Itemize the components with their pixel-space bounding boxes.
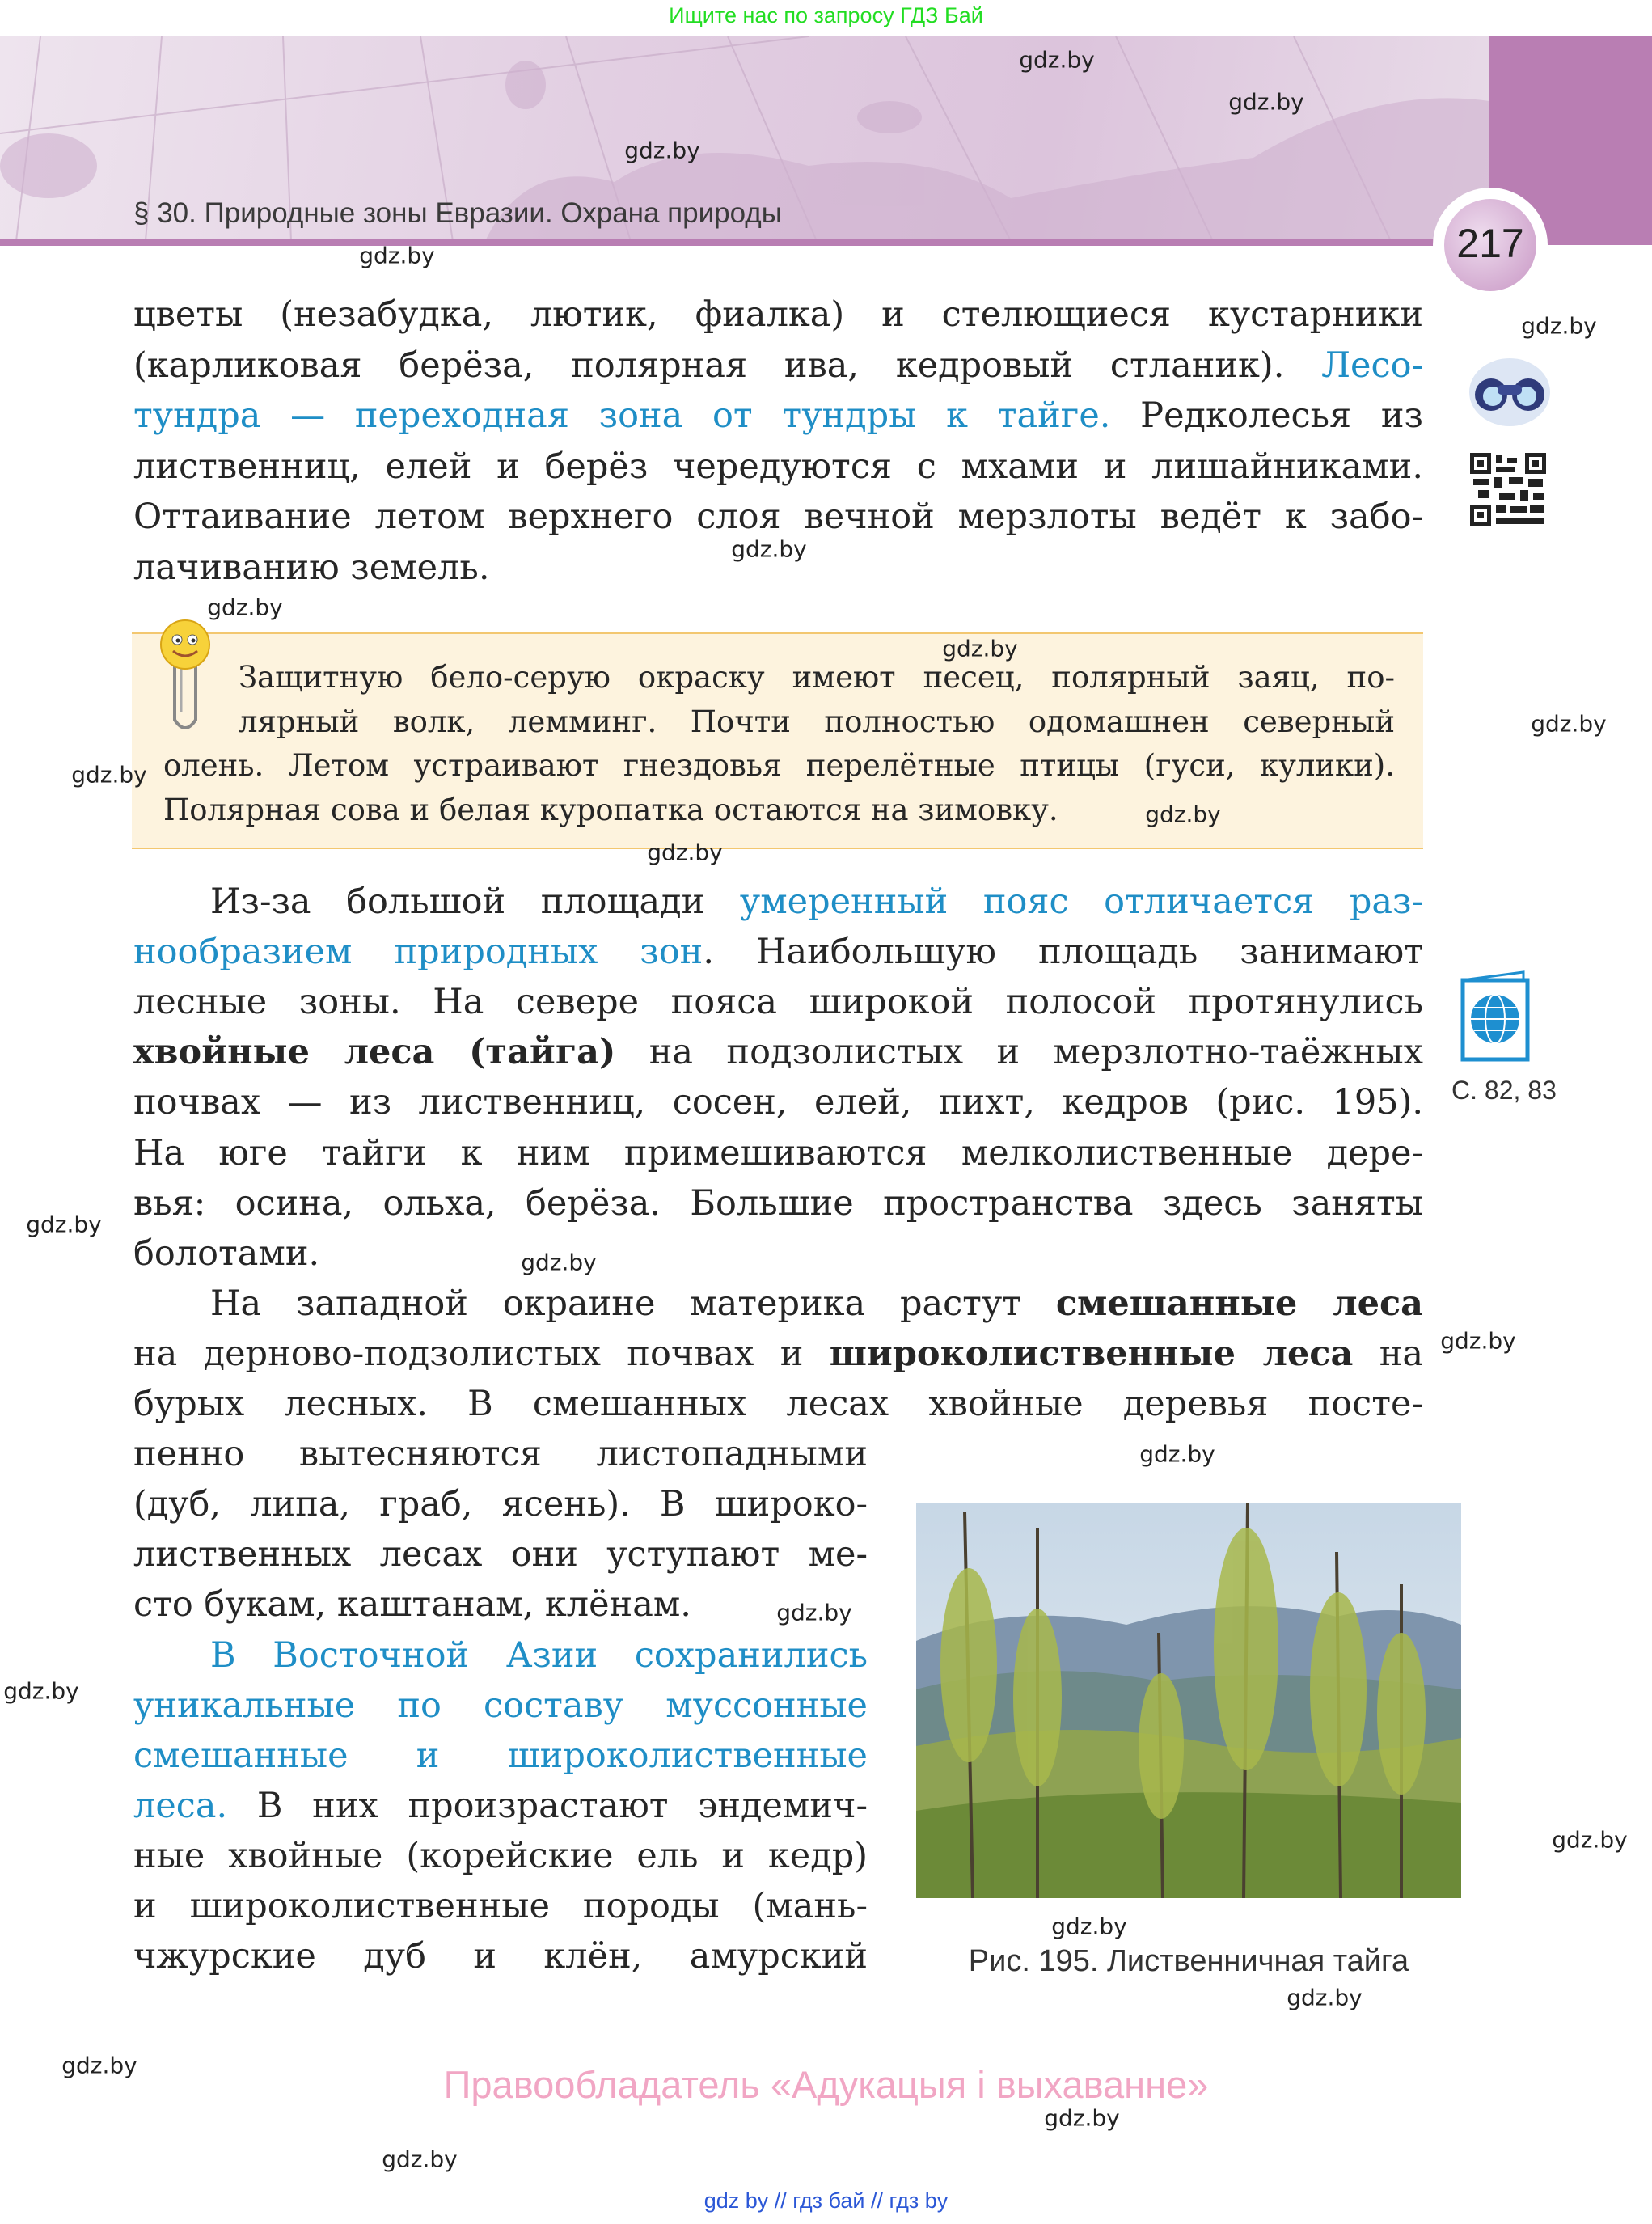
text-line <box>133 1329 1423 1379</box>
section-title: § 30. Природные зоны Евразии. Охрана природы <box>133 197 782 229</box>
text-segment: В Восточной Азии сохранились <box>210 1634 868 1676</box>
watermark: gdz.by <box>1440 1327 1516 1355</box>
text-segment: (карликовая берёза, полярная ива, кедровый стланик). <box>133 345 1322 386</box>
text-segment: Лесо- <box>1321 345 1423 386</box>
search-notice: Ищите нас по запросу ГДЗ Бай <box>669 3 983 27</box>
text-line <box>133 1881 868 1931</box>
text-line <box>133 492 1423 542</box>
text-line <box>133 1529 868 1579</box>
text-segment: бурых лесных. В смешанных лесах хвойные деревья посте- <box>133 1384 1423 1424</box>
watermark: gdz.by <box>1019 46 1095 74</box>
text-segment: лиственниц, елей и берёз чередуются с мхами и лишайниками. <box>133 446 1423 487</box>
text-segment: на подзолистых и мерзлотно-таёжных <box>615 1032 1423 1073</box>
atlas-page-ref[interactable]: С. 82, 83 <box>1451 1076 1557 1105</box>
watermark: gdz.by <box>1051 1913 1127 1940</box>
callout-line: Полярная сова и белая куропатка остаются на зимовку. <box>163 792 1058 827</box>
text-segment: тундра — переходная зона от тундры к тайге. <box>133 395 1111 436</box>
text-segment: лачиванию земель. <box>133 547 490 588</box>
watermark: gdz.by <box>1552 1826 1628 1854</box>
text-segment: на <box>1353 1333 1423 1374</box>
watermark: gdz.by <box>359 242 435 269</box>
text-line <box>210 877 1423 927</box>
text-segment: Оттаивание летом верхнего слоя вечной мерзлоты ведёт к забо- <box>133 497 1423 537</box>
atlas-icon[interactable] <box>1460 970 1532 1063</box>
text-line <box>133 290 1423 340</box>
text-line <box>133 927 1423 977</box>
watermark: gdz.by <box>1531 710 1607 738</box>
text-line <box>133 1178 1423 1228</box>
text-line <box>133 442 1423 492</box>
watermark: gdz.by <box>1521 312 1597 340</box>
text-line <box>210 1279 1423 1329</box>
text-segment: на дерново-подзолистых почвах и <box>133 1333 830 1374</box>
text-segment: пенно вытесняются листопадными <box>133 1434 868 1475</box>
text-segment: вья: осина, ольха, берёза. Большие пространства здесь заняты <box>133 1182 1423 1224</box>
text-line <box>133 977 1423 1027</box>
text-line <box>133 1931 868 1981</box>
watermark: gdz.by <box>1145 801 1221 828</box>
text-segment: Редколесья из <box>1110 395 1424 436</box>
text-segment: широколиственные леса <box>829 1333 1354 1374</box>
text-line <box>133 1228 1423 1279</box>
text-segment: лиственных лесах они уступают ме- <box>133 1534 868 1575</box>
qr-code-icon[interactable] <box>1470 453 1546 526</box>
text-line <box>133 1429 868 1479</box>
text-segment: На юге тайги к ним примешиваются мелколиственные дере- <box>133 1132 1423 1173</box>
text-segment: уникальные по составу муссонные <box>133 1685 868 1726</box>
watermark: gdz.by <box>1139 1440 1215 1468</box>
text-segment: и широколиственные породы (мань- <box>133 1886 868 1926</box>
watermark: gdz.by <box>731 535 807 563</box>
text-segment: лесные зоны. На севере пояса широкой полосой протянулись <box>133 982 1423 1023</box>
text-line <box>210 1630 868 1681</box>
watermark: gdz.by <box>521 1249 597 1276</box>
header-divider <box>0 239 1489 246</box>
smiley-pin-icon <box>157 619 213 740</box>
watermark: gdz.by <box>647 839 723 866</box>
text-segment: На западной окраине материка растут <box>210 1283 1056 1324</box>
text-segment: хвойные леса (тайга) <box>133 1032 616 1073</box>
text-segment: ные хвойные (корейские ель и кедр) <box>133 1835 868 1876</box>
text-line <box>133 1379 1423 1429</box>
watermark: gdz.by <box>1228 88 1304 116</box>
text-segment: чжурские дуб и клён, амурский <box>133 1936 868 1977</box>
text-line <box>133 1479 868 1529</box>
watermark: gdz.by <box>71 761 147 789</box>
watermark: gdz.by <box>61 2052 137 2079</box>
text-segment: сто букам, каштанам, клёнам. <box>133 1584 691 1626</box>
watermark: gdz.by <box>3 1677 79 1705</box>
watermark: gdz.by <box>776 1599 852 1626</box>
text-segment: умеренный пояс отличается раз- <box>739 882 1423 922</box>
text-segment: болотами. <box>133 1233 320 1274</box>
bottom-links[interactable]: gdz by // гдз бай // гдз by <box>703 2188 949 2213</box>
text-segment: цветы (незабудка, лютик, фиалка) и стелющиеся кустарники <box>133 294 1423 335</box>
text-line <box>133 1579 868 1630</box>
watermark: gdz.by <box>26 1211 102 1238</box>
watermark: gdz.by <box>1044 2104 1120 2132</box>
text-segment: нообразием природных зон <box>133 932 703 973</box>
text-line <box>133 1077 1423 1127</box>
figure-larch-taiga-photo <box>916 1503 1461 1898</box>
text-line <box>133 391 1423 441</box>
text-line <box>133 1781 868 1831</box>
copyright-notice: Правообладатель «Адукацыя і выхаванне» <box>443 2063 1209 2106</box>
text-segment: Из-за большой площади <box>210 882 740 922</box>
text-segment: почвах — из лиственниц, сосен, елей, пихт, кедров (рис. 195). <box>133 1082 1423 1123</box>
text-segment: смешанные леса <box>1055 1283 1423 1324</box>
text-line <box>133 1027 1423 1077</box>
text-line <box>133 1731 868 1781</box>
text-line <box>133 1128 1423 1178</box>
text-line <box>133 340 1423 391</box>
callout-line: олень. Летом устраивают гнездовья перелётные птицы (гуси, кулики). <box>163 748 1395 783</box>
callout-line: лярный волк, лемминг. Почти полностью одомашнен северный <box>239 704 1395 739</box>
figure-caption: Рис. 195. Лиственничная тайга <box>968 1944 1409 1978</box>
watermark: gdz.by <box>942 635 1018 662</box>
text-segment: леса. <box>133 1785 228 1826</box>
text-line <box>133 1831 868 1881</box>
text-segment: (дуб, липа, граб, ясень). В широко- <box>133 1484 868 1525</box>
page-number: 217 <box>1456 221 1524 266</box>
watermark: gdz.by <box>382 2146 458 2173</box>
callout-line: Защитную бело-серую окраску имеют песец, полярный заяц, по- <box>239 660 1395 695</box>
text-segment: В них произрастают эндемич- <box>227 1785 868 1826</box>
text-segment: смешанные и широколиственные <box>133 1735 868 1776</box>
watermark: gdz.by <box>1287 1984 1363 2011</box>
binoculars-icon[interactable] <box>1469 356 1550 429</box>
text-segment: . Наибольшую площадь занимают <box>703 932 1423 973</box>
watermark: gdz.by <box>207 594 283 621</box>
text-line <box>133 1681 868 1731</box>
watermark: gdz.by <box>624 137 700 164</box>
